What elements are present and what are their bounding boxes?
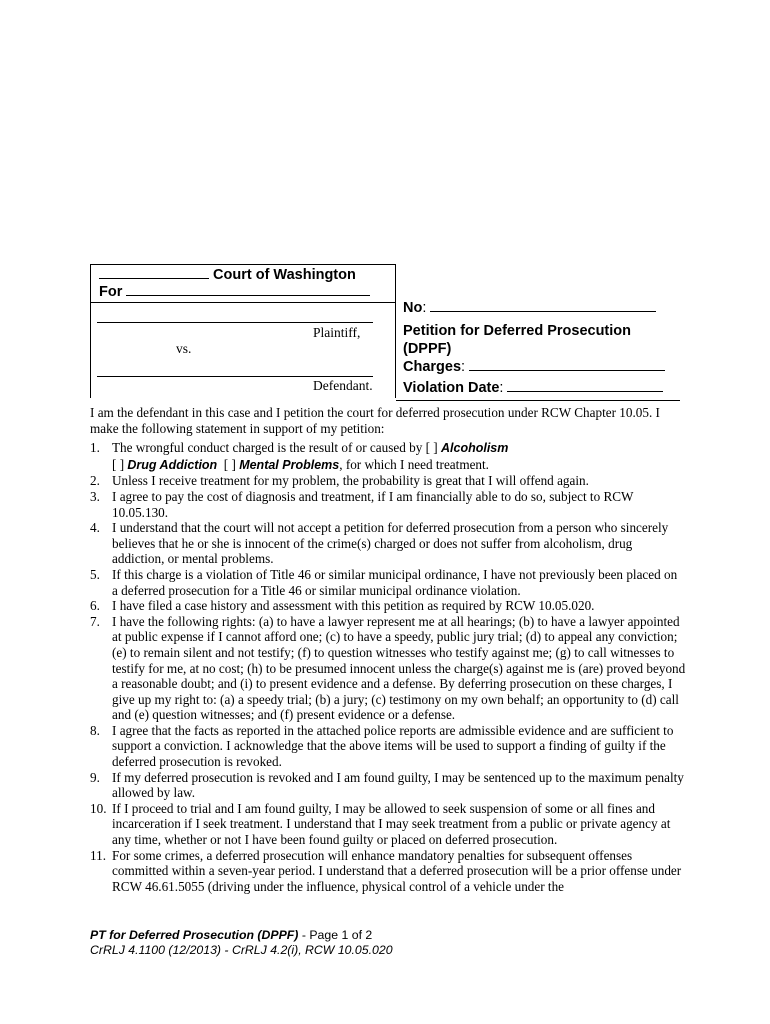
item-text: The wrongful conduct charged is the result of or caused by xyxy=(112,440,423,456)
item-number: 3. xyxy=(90,488,100,504)
list-item xyxy=(90,723,686,770)
item-number: 9. xyxy=(90,769,100,785)
footer-form-title: PT for Deferred Prosecution (DPPF) xyxy=(90,928,299,942)
charges-blank[interactable] xyxy=(469,370,665,371)
charges-field: Charges: xyxy=(403,359,665,375)
drug-addiction-label: Drug Addiction xyxy=(127,457,218,472)
list-item xyxy=(90,520,686,567)
item-text-end: , for which I need treatment. xyxy=(339,456,489,472)
caption-box xyxy=(90,264,396,398)
drug-addiction-checkbox[interactable]: [ ] xyxy=(112,456,125,472)
list-item xyxy=(90,614,686,723)
item-number: 7. xyxy=(90,613,100,629)
form-title-line1 xyxy=(403,323,631,339)
item-number: 8. xyxy=(90,722,100,738)
list-item xyxy=(90,770,686,801)
vs-label: vs. xyxy=(176,341,192,356)
court-heading xyxy=(99,267,356,283)
item-number: 11. xyxy=(90,847,106,863)
list-item xyxy=(90,440,686,473)
item-number: 4. xyxy=(90,520,100,536)
case-number-label: No xyxy=(403,300,423,316)
list-item xyxy=(90,473,686,489)
case-number-blank[interactable] xyxy=(430,311,656,312)
violation-date-field: Violation Date: xyxy=(403,380,663,396)
form-title-line2 xyxy=(403,341,451,357)
plaintiff-label: Plaintiff, xyxy=(313,325,361,340)
defendant-label: Defendant. xyxy=(313,378,373,393)
list-item xyxy=(90,598,686,614)
list-item xyxy=(90,801,686,848)
caption-bottom-rule xyxy=(396,400,680,401)
list-item xyxy=(90,489,686,520)
footer-rule-citation: CrRLJ 4.1100 (12/2013) - CrRLJ 4.2(i), RCW 10.05.020 xyxy=(90,943,393,957)
mental-problems-label: Mental Problems xyxy=(239,457,340,472)
mental-problems-checkbox[interactable]: [ ] xyxy=(223,456,236,472)
charges-label: Charges xyxy=(403,359,462,375)
item-number: 6. xyxy=(90,598,100,614)
caption-divider xyxy=(91,302,395,303)
item-text: If my deferred prosecution is revoked and I am found guilty, I may be sentenced up to the maximum penalty allowed by law. xyxy=(112,769,684,801)
for-line xyxy=(99,284,370,300)
alcoholism-label: Alcoholism xyxy=(441,441,509,456)
for-label: For xyxy=(99,284,123,300)
item-text: If I proceed to trial and I am found guilty, I may be allowed to seek suspension of some or all fines and incarceration if I seek treatment. I understand that I may seek treatment from a public or private agency at any time, whether or not I have been found guilty or placed on deferred prosecution. xyxy=(112,800,671,848)
for-blank[interactable] xyxy=(126,295,370,296)
footer-title-line xyxy=(90,928,393,943)
intro-paragraph: I am the defendant in this case and I petition the court for deferred prosecution under RCW Chapter 10.05. I make the following statement in support of my petition: xyxy=(90,405,660,436)
page-footer xyxy=(90,928,393,958)
petition-body xyxy=(90,405,686,894)
item-text: I have the following rights: (a) to have a lawyer represent me at all hearings; (b) to have a lawyer appointed at public expense if I cannot afford one; (c) to have a speedy, public jury trial; (d) to appeal any conviction; (e) to remain silent and not testify; (f) to question witnesses who testify against me; (g) to call witnesses to testify for me, at no cost; (h) to be presumed innocent unless the charge(s) against me is (are) proved beyond a reasonable doubt; and (i) to present evidence and a defense. By deferring prosecution on these charges, I give up my right to: (a) a speedy trial; (b) a jury; (c) testimony on my own behalf; an opportunity to (d) call and (e) question witnesses; and (f) present evidence or a defense. xyxy=(112,613,686,723)
item-text: I understand that the court will not accept a petition for deferred prosecution from a person who sincerely believes that he or she is innocent of the crime(s) charged or does not suffer from alcoholism, drug addiction, or mental problems. xyxy=(112,520,669,567)
item-text: I have filed a case history and assessment with this petition as required by RCW 10.05.020. xyxy=(112,598,595,614)
alcoholism-checkbox[interactable]: [ ] xyxy=(425,440,438,456)
form-title: Petition for Deferred Prosecution xyxy=(403,323,632,339)
footer-page-number: - Page 1 of 2 xyxy=(298,928,373,942)
defendant-blank[interactable] xyxy=(97,376,373,377)
item-text: I agree to pay the cost of diagnosis and treatment, if I am financially able to do so, subject to RCW 10.05.130. xyxy=(112,488,634,520)
item-number: 1. xyxy=(90,440,100,456)
item-text: If this charge is a violation of Title 46 or similar municipal ordinance, I have not previously been placed on a deferred prosecution for a Title 46 or similar municipal ordinance violation. xyxy=(112,566,678,598)
item-text: Unless I receive treatment for my problem, the probability is great that I will offend again. xyxy=(112,473,589,489)
form-code: (DPPF) xyxy=(403,341,452,357)
list-item xyxy=(90,848,686,895)
item-number: 5. xyxy=(90,566,100,582)
county-blank[interactable] xyxy=(99,278,209,279)
plaintiff-blank[interactable] xyxy=(97,322,373,323)
item-text: I agree that the facts as reported in the attached police reports are admissible evidence and are sufficient to support a conviction. I acknowledge that the above items will be used to support a finding of guilty if the deferred prosecution is revoked. xyxy=(112,722,674,770)
list-item xyxy=(90,567,686,598)
court-label: Court of Washington xyxy=(213,267,356,283)
item-number: 2. xyxy=(90,473,100,489)
case-number-field: No: xyxy=(403,300,656,316)
item-number: 10. xyxy=(90,800,107,816)
statement-list xyxy=(90,440,686,894)
violation-date-label: Violation Date xyxy=(403,380,500,396)
violation-date-blank[interactable] xyxy=(507,391,663,392)
item-text: For some crimes, a deferred prosecution will enhance mandatory penalties for subsequent offenses committed within a seven-year period. I understand that a deferred prosecution will be a prior offense under RCW 46.61.5055 (driving under the influence, physical control of a vehicle under the xyxy=(112,847,682,894)
